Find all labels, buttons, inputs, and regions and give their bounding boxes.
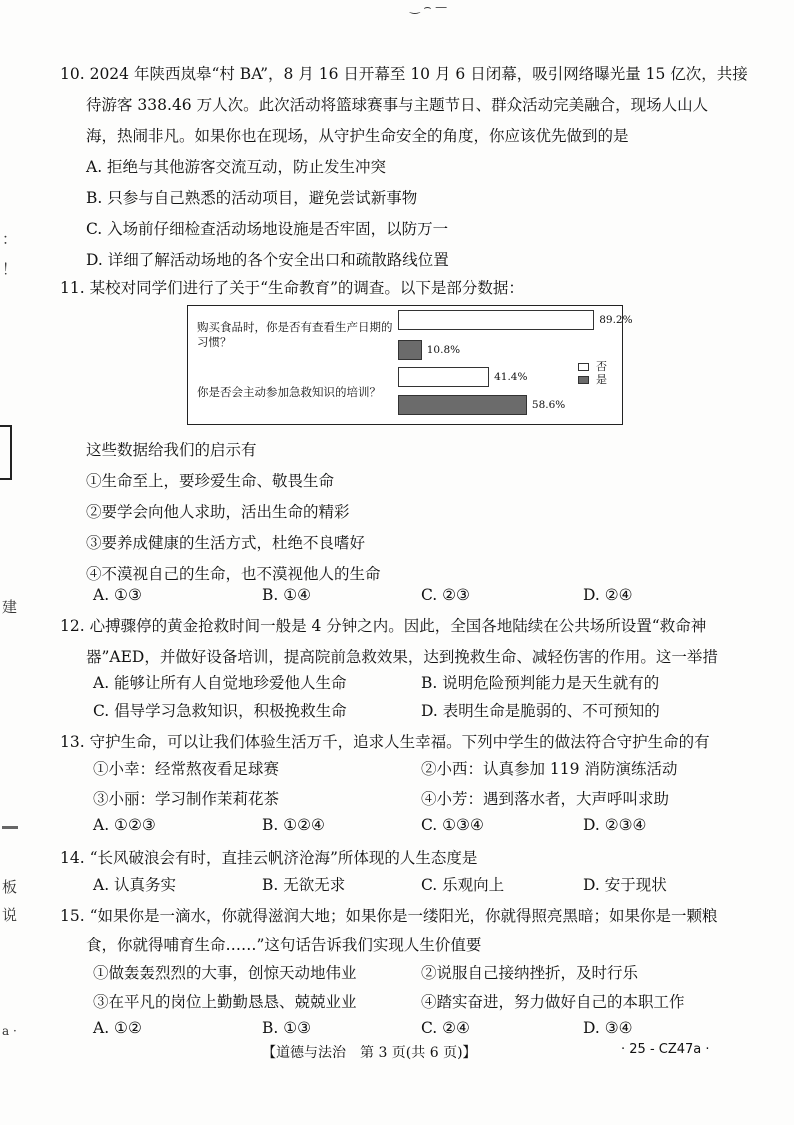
- legend-label-no: 否: [596, 360, 607, 373]
- bar-q2-yes-label: 58.6%: [531, 399, 566, 411]
- q13-statement-4: ④小芳：遇到落水者，大声呼叫求助: [421, 790, 670, 808]
- bar-q2-no-label: 41.4%: [494, 371, 528, 383]
- q12-stem-line: 器”AED，并做好设备培训，提高院前急救效果，达到挽救生命、减轻伤害的作用。这一举措: [86, 648, 718, 666]
- q12-stem-line: 12. 心搏骤停的黄金抢救时间一般是 4 分钟之内。因此，全国各地陆续在公共场所设置“救命神: [60, 617, 707, 635]
- q13-option-b: B. ①②④: [262, 816, 325, 834]
- q15-stem-line: 15. “如果你是一滴水，你就得滋润大地；如果你是一缕阳光，你就得照亮黑暗；如果你是一颗粮: [60, 907, 718, 925]
- page-code: · 25 - CZ47a ·: [621, 1042, 710, 1057]
- q13-option-d: D. ②③④: [583, 816, 647, 834]
- q15-stem-line: 食，你就得哺育生命……”这句话告诉我们实现人生价值要: [86, 936, 482, 954]
- q11-option-a: A. ①③: [93, 586, 142, 604]
- q11-stem: 11. 某校对同学们进行了关于“生命教育”的调查。以下是部分数据：: [60, 279, 524, 297]
- q14-option-d: D. 安于现状: [583, 876, 667, 894]
- q10-option-c: C. 入场前仔细检查活动场地设施是否牢固，以防万一: [86, 220, 449, 238]
- chart-category-label: 购买食品时，你是否有查看生产日期的习惯？: [197, 320, 393, 349]
- legend-label-yes: 是: [596, 373, 607, 386]
- bar-q1-yes-label: 10.8%: [426, 344, 461, 356]
- q14-option-a: A. 认真务实: [93, 876, 177, 894]
- bar-q2-no: [398, 367, 489, 387]
- q13-statement-3: ③小丽：学习制作茉莉花茶: [93, 790, 280, 808]
- q14-option-b: B. 无欲无求: [262, 876, 346, 894]
- q15-statement-4: ④踏实奋进，努力做好自己的本职工作: [421, 993, 685, 1011]
- margin-mark: 建: [2, 598, 18, 616]
- survey-bar-chart: [187, 305, 633, 425]
- binding-edge: [10, 425, 12, 480]
- q13-stem: 13. 守护生命，可以让我们体验生活万千，追求人生幸福。下列中学生的做法符合守护生命的有: [60, 733, 710, 751]
- q14-option-c: C. 乐观向上: [421, 876, 505, 894]
- q15-option-d: D. ③④: [583, 1019, 633, 1037]
- q12-option-a: A. 能够让所有人自觉地珍爱他人生命: [93, 674, 347, 692]
- q11-statement-3: ③要养成健康的生活方式，杜绝不良嗜好: [86, 534, 366, 552]
- q15-option-b: B. ①③: [262, 1019, 312, 1037]
- q13-option-a: A. ①②③: [93, 816, 156, 834]
- q15-option-a: A. ①②: [93, 1019, 142, 1037]
- bar-q1-yes: [398, 340, 422, 360]
- q12-option-c: C. 倡导学习急救知识，积极挽救生命: [93, 702, 347, 720]
- margin-mark: 说: [2, 906, 18, 924]
- q14-stem: 14. “长风破浪会有时，直挂云帆济沧海”所体现的人生态度是: [60, 849, 478, 867]
- margin-scribble: [2, 826, 18, 829]
- q11-option-c: C. ②③: [421, 586, 470, 604]
- q10-option-a: A. 拒绝与其他游客交流互动，防止发生冲突: [86, 158, 387, 176]
- page-footer: 【道德与法治 第 3 页(共 6 页)】: [262, 1045, 477, 1061]
- q10-stem-line: 待游客 338.46 万人次。此次活动将篮球赛事与主题节日、群众活动完美融合，现场人山人: [86, 96, 709, 114]
- margin-mark: ：: [2, 230, 18, 248]
- q13-statement-2: ②小西：认真参加 119 消防演练活动: [421, 760, 678, 778]
- q13-statement-1: ①小幸：经常熬夜看足球赛: [93, 760, 280, 778]
- binding-edge: [0, 478, 12, 480]
- chart-category-label: 你是否会主动参加急救知识的培训？: [197, 385, 381, 399]
- q10-stem-line: 海，热闹非凡。如果你也在现场，从守护生命安全的角度，你应该优先做到的是: [86, 127, 629, 145]
- q11-option-b: B. ①④: [262, 586, 312, 604]
- margin-mark: ！: [2, 260, 18, 278]
- legend-swatch-yes: [578, 376, 589, 384]
- q12-option-b: B. 说明危险预判能力是天生就有的: [421, 674, 660, 692]
- q15-statement-2: ②说服自己接纳挫折，及时行乐: [421, 964, 639, 982]
- q11-option-d: D. ②④: [583, 586, 633, 604]
- q15-statement-3: ③在平凡的岗位上勤勤恳恳、兢兢业业: [93, 993, 357, 1011]
- bar-q2-yes: [398, 395, 527, 415]
- header-mark: ‿ ⌢ —: [410, 0, 448, 14]
- q10-option-d: D. 详细了解活动场地的各个安全出口和疏散路线位置: [86, 251, 449, 269]
- q12-option-d: D. 表明生命是脆弱的、不可预知的: [421, 702, 660, 720]
- margin-mark: a ·: [2, 1024, 17, 1038]
- q15-option-c: C. ②④: [421, 1019, 470, 1037]
- q11-statement-1: ①生命至上，要珍爱生命、敬畏生命: [86, 472, 335, 490]
- q11-intro: 这些数据给我们的启示有: [86, 441, 257, 459]
- q15-statement-1: ①做轰轰烈烈的大事，创惊天动地伟业: [93, 964, 357, 982]
- bar-q1-no-label: 89.2%: [599, 314, 633, 326]
- q10-option-b: B. 只参与自己熟悉的活动项目，避免尝试新事物: [86, 189, 418, 207]
- q13-option-c: C. ①③④: [421, 816, 484, 834]
- margin-mark: 板: [2, 878, 18, 896]
- q10-stem-line: 10. 2024 年陕西岚皋“村 BA”，8 月 16 日开幕至 10 月 6 日闭幕，吸引网络曝光量 15 亿次，共接: [60, 65, 748, 83]
- q11-statement-4: ④不漠视自己的生命，也不漠视他人的生命: [86, 565, 381, 583]
- q11-statement-2: ②要学会向他人求助，活出生命的精彩: [86, 503, 350, 521]
- legend-swatch-no: [578, 363, 589, 371]
- bar-q1-no: [398, 310, 594, 330]
